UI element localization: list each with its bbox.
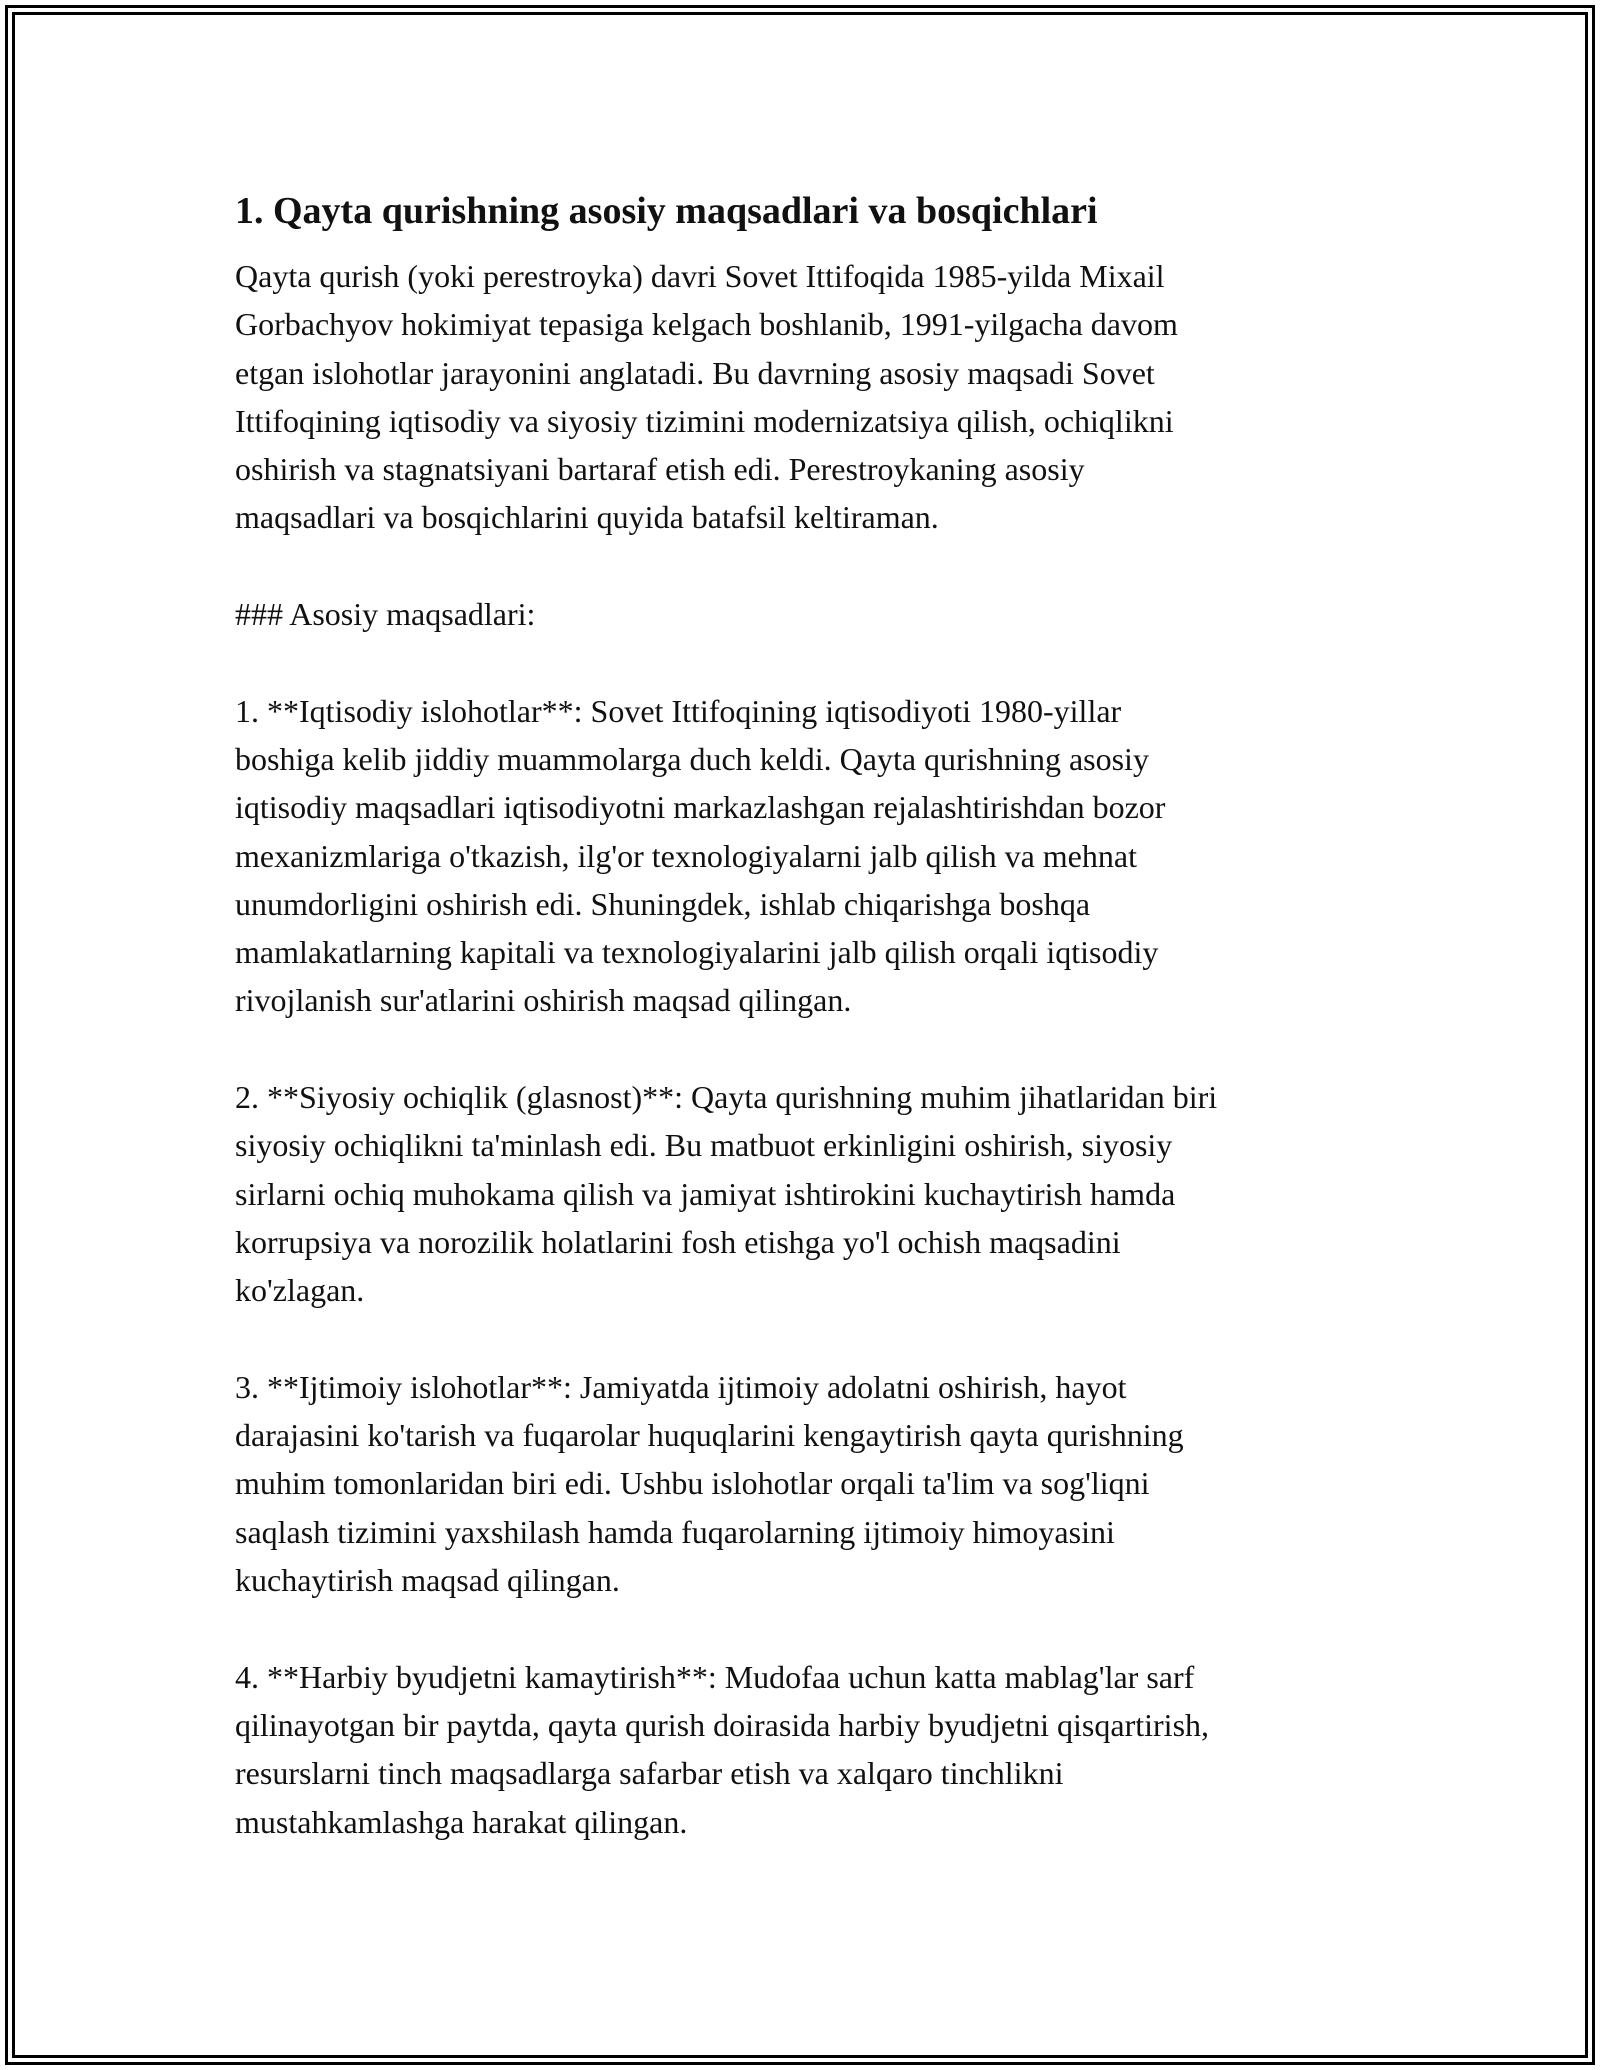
page-title: 1. Qayta qurishning asosiy maqsadlari va bosqichlari xyxy=(235,190,1098,232)
section-heading: ### Asosiy maqsadlari: xyxy=(235,596,536,633)
list-item-military-budget: 4. **Harbiy byudjetni kamaytirish**: Mudofaa uchun katta mablag'lar sarf qilinayotgan bir paytda, qayta qurish doirasida harbiy byudjetni qisqartirish, resurslarni tinch maqsadlarga safarbar etish va xalqaro tinchlikni mustahkamlashga harakat qilingan. xyxy=(235,1658,1210,1840)
list-item-social-reforms: 3. **Ijtimoiy islohotlar**: Jamiyatda ijtimoiy adolatni oshirish, hayot darajasini ko'tarish va fuqarolar huquqlarini kengaytirish qayta qurishning muhim tomonlaridan biri edi. Ushbu islohotlar orqali ta'lim va sog'liqni saqlash tizimini yaxshilash hamda fuqarolarning ijtimoiy himoyasini kuchaytirish maqsad qilingan. xyxy=(235,1368,1184,1599)
document-body xyxy=(235,186,1395,1894)
list-item-political-openness: 2. **Siyosiy ochiqlik (glasnost)**: Qayta qurishning muhim jihatlaridan biri siyosiy ochiqlikni ta'minlash edi. Bu matbuot erkinligini oshirish, siyosiy sirlarni ochiq muhokama qilish va jamiyat ishtirokini kuchaytirish hamda korrupsiya va norozilik holatlarini fosh etishga yo'l ochish maqsadini ko'zlagan. xyxy=(235,1079,1218,1309)
list-item-economic-reforms: 1. **Iqtisodiy islohotlar**: Sovet Ittifoqining iqtisodiyoti 1980-yillar boshiga kelib jiddiy muammolarga duch keldi. Qayta qurishning asosiy iqtisodiy maqsadlari iqtisodiyotni markazlashgan rejalashtirishdan bozor mexanizmlariga o'tkazish, ilg'or texnologiyalarni jalb qilish va mehnat unumdorligini oshirish edi. Shuningdek, ishlab chiqarishga boshqa mamlakatlarning kapitali va texnologiyalarini jalb qilish orqali iqtisodiy rivojlanish sur'atlarini oshirish maqsad qilingan. xyxy=(235,692,1166,1019)
intro-paragraph: Qayta qurish (yoki perestroyka) davri Sovet Ittifoqida 1985-yilda Mixail Gorbachyov hokimiyat tepasiga kelgach boshlanib, 1991-yilgacha davom etgan islohotlar jarayonini anglatadi. Bu davrning asosiy maqsadi Sovet Ittifoqining iqtisodiy va siyosiy tizimini modernizatsiya qilish, ochiqlikni oshirish va stagnatsiyani bartaraf etish edi. Perestroykaning asosiy maqsadlari va bosqichlarini quyida batafsil keltiraman. xyxy=(235,258,1178,536)
